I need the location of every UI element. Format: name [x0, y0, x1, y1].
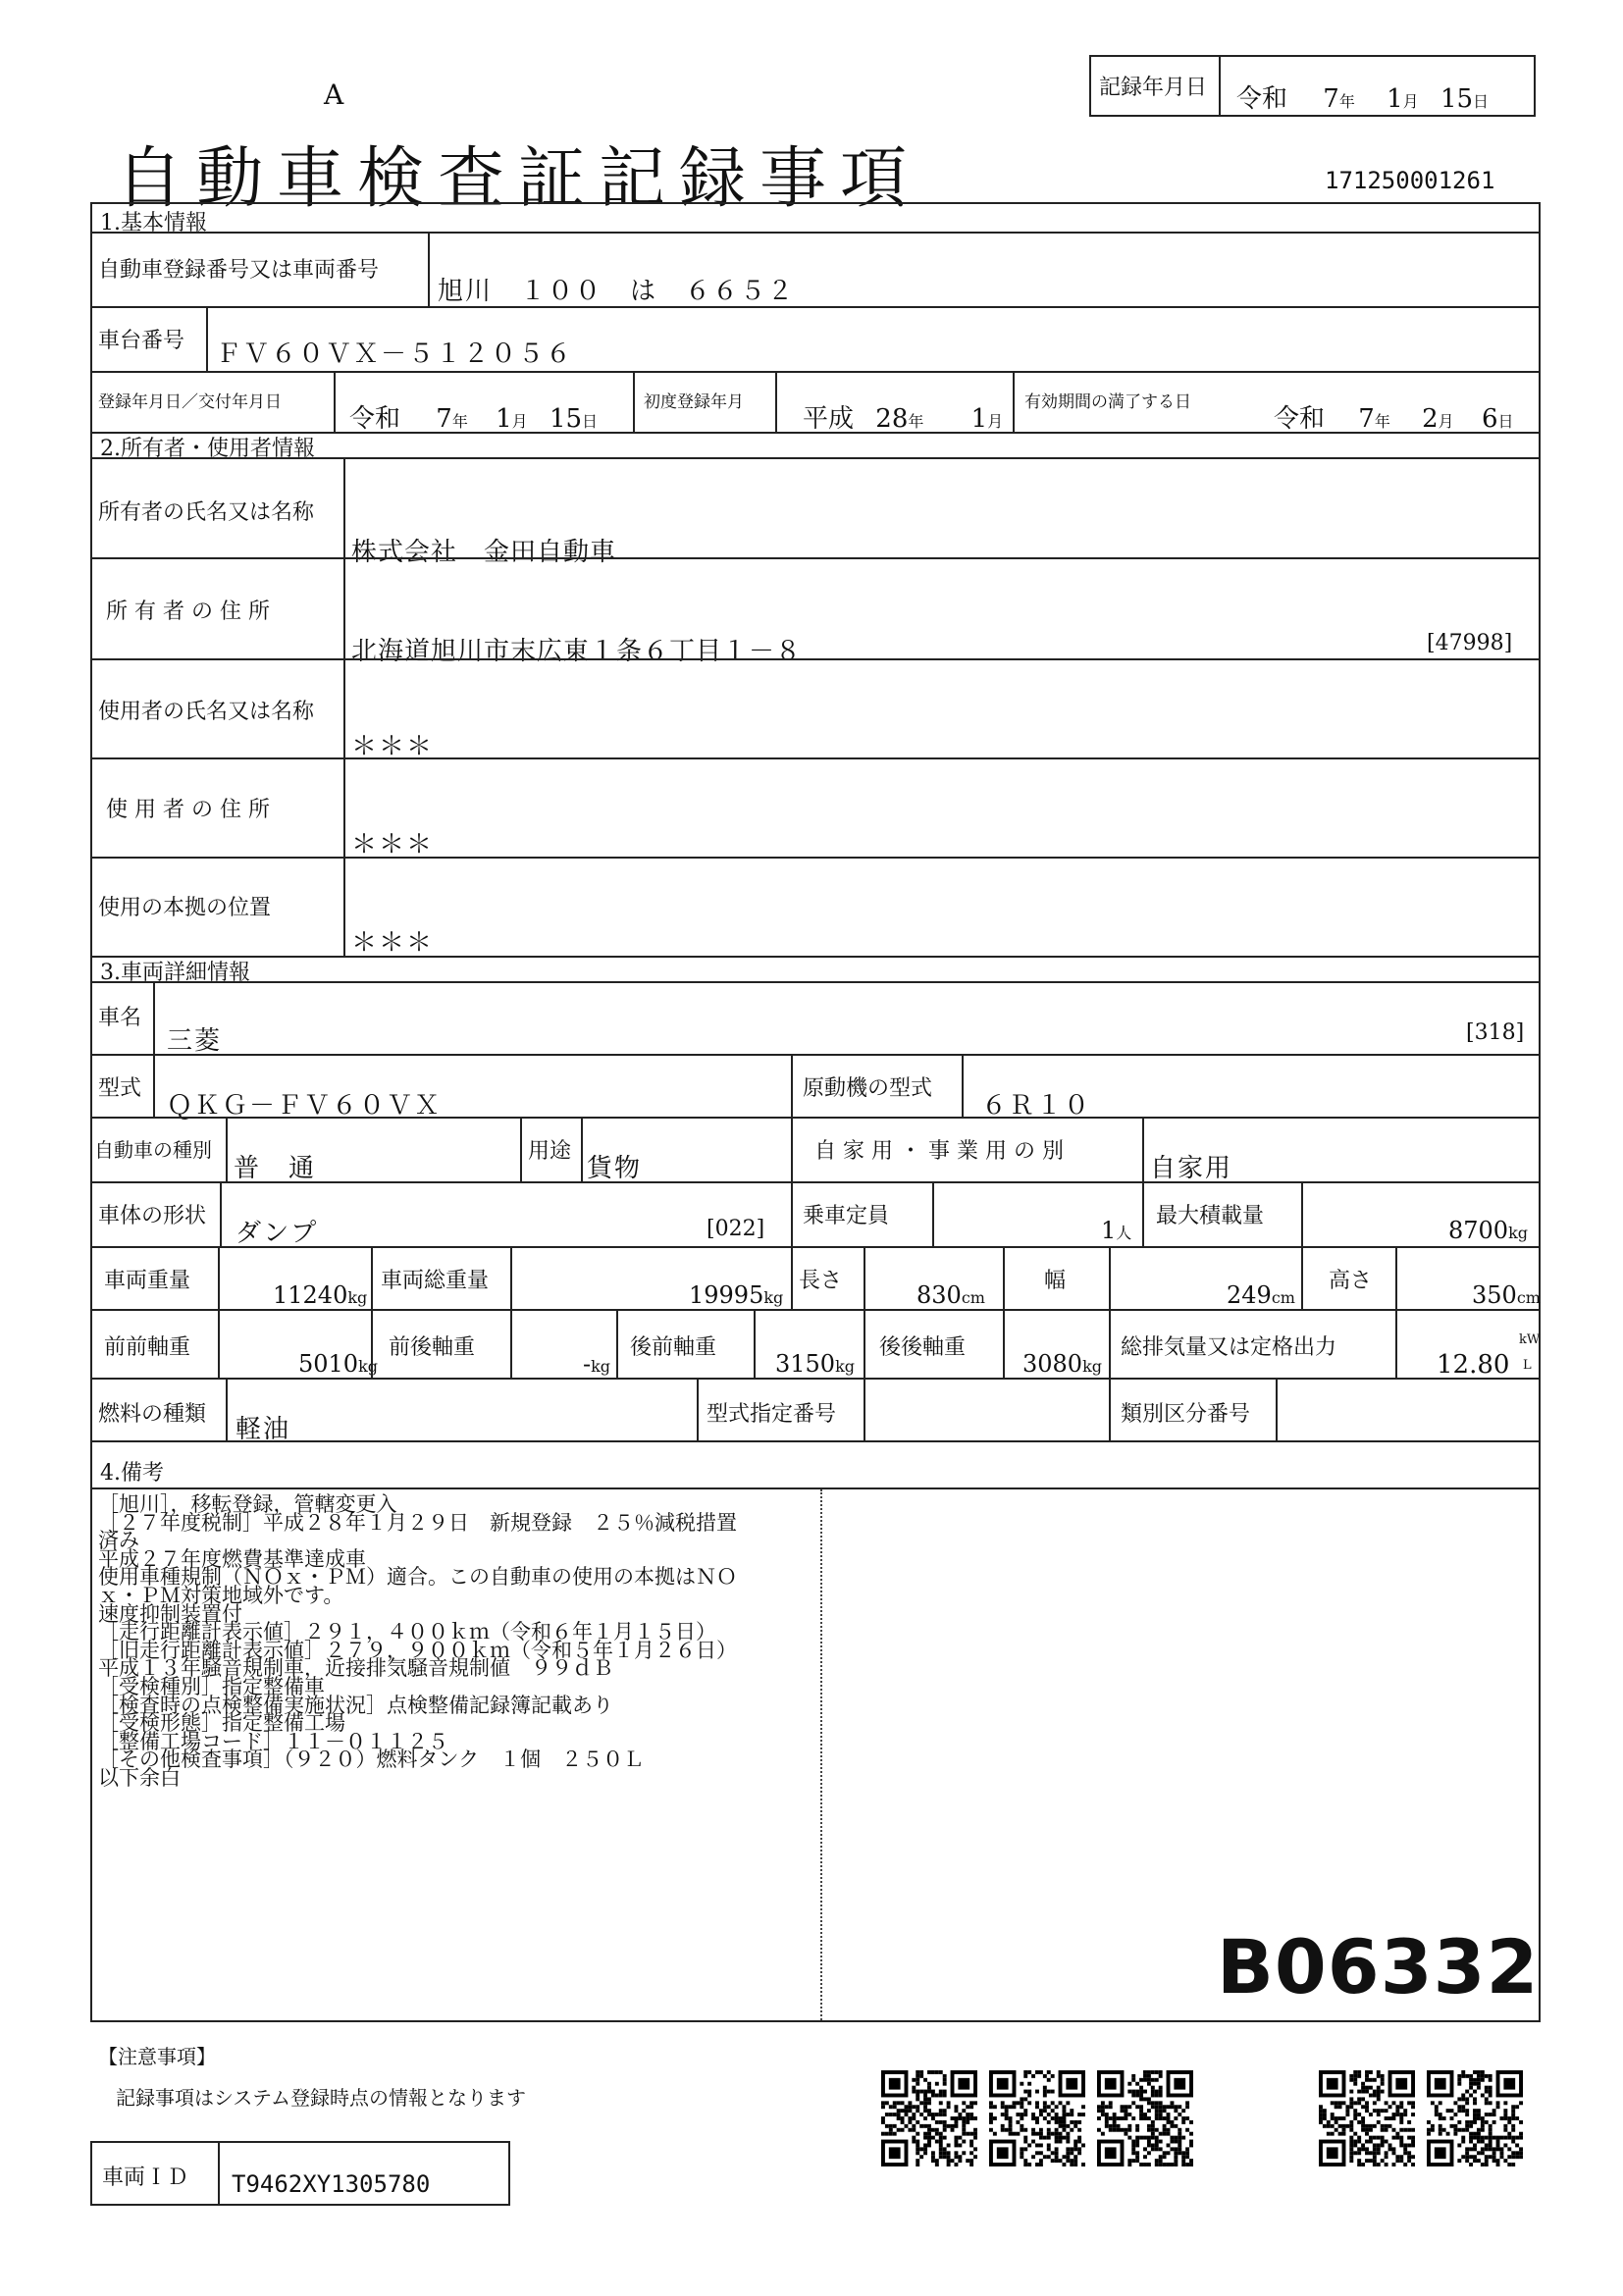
owner-address-value: 北海道旭川市末広東１条６丁目１－８ [351, 637, 803, 666]
remark-line: ｘ・ＰＭ対策地域外です。 [98, 1583, 344, 1607]
qr-code-2 [989, 2070, 1085, 2166]
vehicle-id-label: 車両ＩＤ [102, 2166, 189, 2190]
owner-name-label: 所有者の氏名又は名称 [98, 500, 315, 525]
engine-value: ６Ｒ１０ [981, 1091, 1092, 1121]
expiry-label: 有効期間の満了する日 [1024, 392, 1191, 412]
vehicle-id-value: T9462XY1305780 [232, 2170, 431, 2198]
front-front-axle-value: 5010kg [298, 1350, 379, 1378]
document-number: 171250001261 [1325, 167, 1495, 194]
body-shape-label: 車体の形状 [98, 1204, 207, 1228]
width-label: 幅 [1044, 1269, 1067, 1293]
make-value: 三菱 [167, 1026, 223, 1056]
stamp-code: B06332 [1217, 1923, 1540, 2010]
length-label: 長さ [799, 1269, 843, 1293]
remark-line: ［その他検査事項］（９２０）燃料タンク １個 ２５０Ｌ [98, 1748, 645, 1772]
height-label: 高さ [1329, 1269, 1373, 1293]
remark-line: ［２７年度税制］平成２８年１月２９日 新規登録 ２５％減税措置 [98, 1510, 737, 1535]
fuel-label: 燃料の種類 [98, 1402, 207, 1427]
class-number-label: 類別区分番号 [1121, 1402, 1251, 1427]
type-designation-label: 型式指定番号 [707, 1402, 837, 1427]
front-front-axle-label: 前前軸重 [104, 1335, 191, 1360]
use-value: 貨物 [587, 1154, 643, 1183]
notes-text: 記録事項はシステム登録時点の情報となります [116, 2086, 526, 2110]
body-shape-value: ダンプ [236, 1219, 319, 1248]
remark-line: 済み [98, 1529, 139, 1553]
kind-value: 普 通 [234, 1154, 317, 1183]
record-date-label: 記録年月日 [1099, 76, 1208, 100]
displacement-label: 総排気量又は定格出力 [1121, 1335, 1337, 1360]
notes-title: 【注意事項】 [98, 2045, 216, 2068]
make-label: 車名 [98, 1006, 142, 1030]
user-name-value: ＊＊＊ [351, 732, 435, 761]
remark-line: 平成１３年騒音規制車，近接排気騒音規制値 ９９ｄＢ [98, 1656, 613, 1681]
displacement-value: 12.80 [1437, 1350, 1510, 1380]
owner-name-value: 株式会社 金田自動車 [351, 538, 617, 567]
corner-letter: A [324, 78, 344, 111]
user-address-value: ＊＊＊ [351, 830, 435, 860]
weight-label: 車両重量 [104, 1269, 191, 1293]
kind-label: 自動車の種別 [94, 1138, 212, 1162]
front-rear-axle-value: -kg [583, 1350, 611, 1378]
remark-line: 以下余白 [98, 1765, 181, 1790]
section-vehicle-title: 3.車両詳細情報 [100, 961, 250, 985]
qr-code-1 [881, 2070, 977, 2166]
remarks-list [98, 1492, 737, 1790]
remark-line: 平成２７年度燃費基準達成車 [98, 1546, 366, 1571]
engine-label: 原動機の型式 [803, 1076, 933, 1101]
max-load-label: 最大積載量 [1156, 1204, 1265, 1228]
reg-date-value: 令和 7年 1月 15日 [349, 404, 599, 434]
rear-rear-axle-label: 後後軸重 [879, 1335, 967, 1360]
capacity-value: 1人 [1101, 1217, 1132, 1244]
remark-line: ［旧走行距離計表示値］２７９，９００ｋｍ（令和５年１月２６日） [98, 1638, 737, 1662]
owner-address-label: 所 有 者 の 住 所 [106, 600, 270, 624]
remark-line: ［整備工場コード］１１－０１１２５ [98, 1729, 448, 1753]
base-location-value: ＊＊＊ [351, 928, 435, 958]
chassis-value: ＦＶ６０ＶＸ－５１２０５６ [216, 339, 574, 369]
section-basic-title: 1.基本情報 [100, 211, 207, 235]
rear-rear-axle-value: 3080kg [1022, 1350, 1103, 1378]
first-reg-label: 初度登録年月 [644, 392, 744, 412]
section-remarks-title: 4.備考 [100, 1461, 164, 1486]
page-title: 自動車検査証記録事項 [116, 140, 921, 218]
front-rear-axle-label: 前後軸重 [389, 1335, 476, 1360]
reg-number-label: 自動車登録番号又は車両番号 [98, 258, 380, 283]
remark-line: ［検査時の点検整備実施状況］点検整備記録簿記載あり [98, 1693, 613, 1717]
remark-line: ［走行距離計表示値］２９１，４００ｋｍ（令和６年１月１５日） [98, 1620, 716, 1644]
private-use-value: 自家用 [1150, 1154, 1233, 1183]
body-shape-code: [022] [707, 1217, 765, 1241]
model-value: ＱＫＧ－ＦＶ６０ＶＸ [167, 1091, 443, 1121]
rear-front-axle-label: 後前軸重 [630, 1335, 717, 1360]
length-value: 830cm [916, 1281, 985, 1309]
remark-line: ［受検種別］指定整備車 [98, 1674, 325, 1698]
qr-code-4 [1319, 2070, 1415, 2166]
height-value: 350cm [1472, 1281, 1541, 1309]
fuel-value: 軽油 [236, 1415, 291, 1444]
width-value: 249cm [1227, 1281, 1295, 1309]
qr-code-5 [1427, 2070, 1523, 2166]
reg-number-value: 旭川 １００ は ６６５２ [438, 277, 796, 306]
weight-value: 11240kg [273, 1281, 368, 1309]
rear-front-axle-value: 3150kg [775, 1350, 856, 1378]
expiry-value: 令和 7年 2月 6日 [1274, 404, 1514, 434]
remark-line: 速度抑制装置付 [98, 1601, 242, 1626]
first-reg-value: 平成 28年 1月 [803, 404, 1004, 434]
max-load-value: 8700kg [1448, 1217, 1529, 1244]
remark-line: ［旭川］，移転登録，管轄変更入 [98, 1492, 397, 1516]
capacity-label: 乗車定員 [803, 1204, 890, 1228]
displacement-unit-l: L [1523, 1358, 1532, 1373]
user-name-label: 使用者の氏名又は名称 [98, 700, 315, 724]
chassis-label: 車台番号 [98, 329, 185, 353]
base-location-label: 使用の本拠の位置 [98, 896, 272, 920]
owner-address-code: [47998] [1427, 631, 1513, 655]
use-label: 用途 [528, 1139, 572, 1164]
remark-line: 使用車種規制（ＮＯｘ・ＰＭ）適合。この自動車の使用の本拠はＮＯ [98, 1565, 737, 1590]
private-use-label: 自 家 用 ・ 事 業 用 の 別 [814, 1139, 1064, 1164]
record-date: 令和 7年 1月 15日 [1236, 84, 1490, 114]
gross-weight-value: 19995kg [689, 1281, 784, 1309]
remark-line: ［受検形態］指定整備工場 [98, 1711, 345, 1736]
section-owner-title: 2.所有者・使用者情報 [100, 437, 315, 461]
gross-weight-label: 車両総重量 [381, 1269, 490, 1293]
displacement-unit-kw: kW [1519, 1332, 1541, 1347]
user-address-label: 使 用 者 の 住 所 [106, 798, 270, 822]
qr-code-3 [1097, 2070, 1193, 2166]
reg-date-label: 登録年月日／交付年月日 [98, 392, 282, 412]
make-code: [318] [1466, 1020, 1525, 1045]
model-label: 型式 [98, 1076, 142, 1101]
